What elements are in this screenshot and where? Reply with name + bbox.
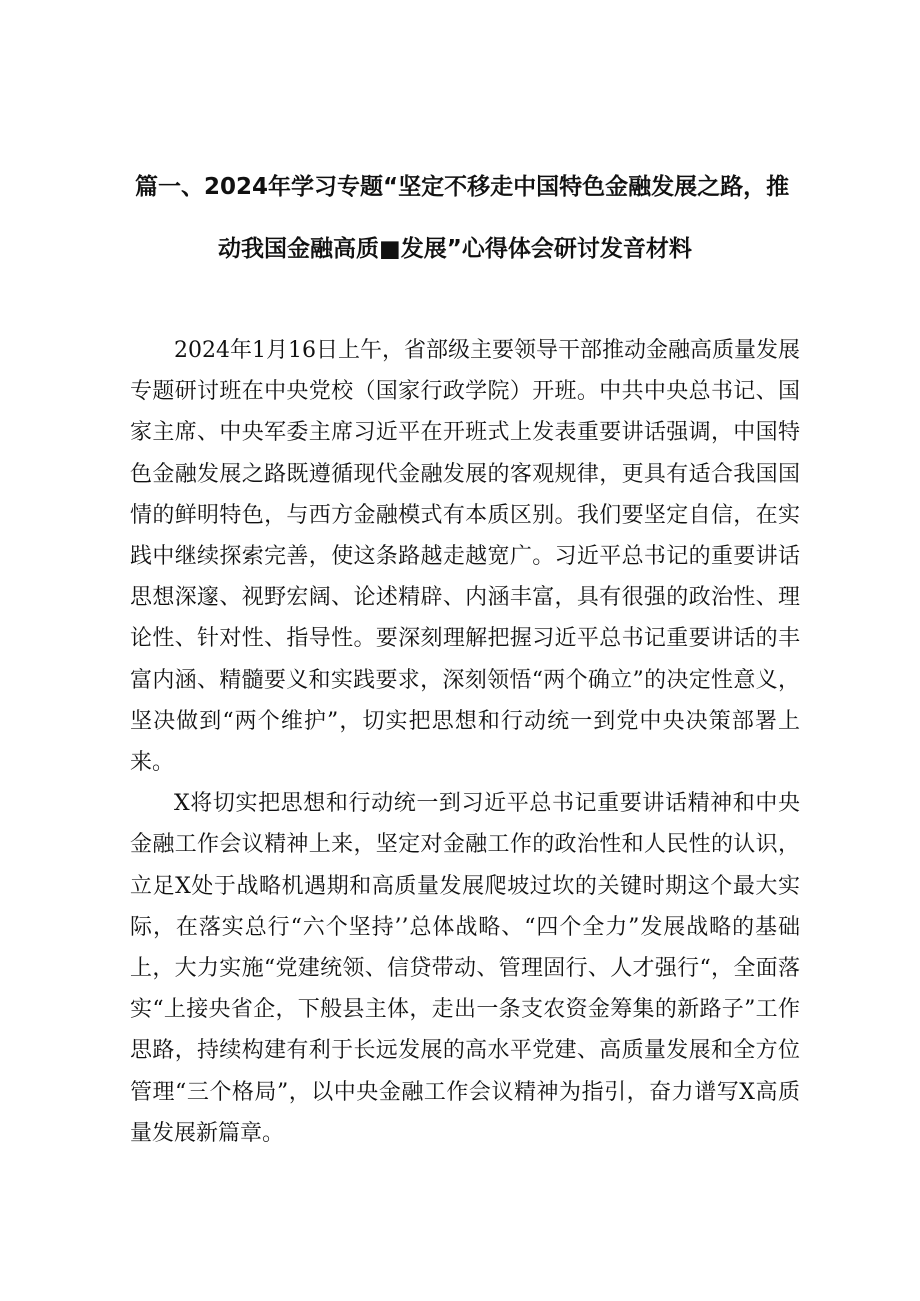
document-title-line-1: 篇一、2024年学习专题“坚定不移走中国特色金融发展之路，推 bbox=[135, 174, 790, 200]
document-body bbox=[130, 330, 800, 1154]
paragraph-1: 2024年1月16日上午，省部级主要领导干部推动金融高质量发展专题研讨班在中央党校（国家行政学院）开班。中共中央总书记、国家主席、中央军委主席习近平在开班式上发表重要讲话强调，中国特色金融发展之路既遵循现代金融发展的客观规律，更具有适合我国国情的鲜明特色，与西方金融模式有本质区别。我们要坚定自信，在实践中继续探索完善，使这条路越走越宽广。习近平总书记的重要讲话思想深邃、视野宏阔、论述精辟、内涵丰富，具有很强的政治性、理论性、针对性、指导性。要深刻理解把握习近平总书记重要讲话的丰富内涵、精髓要义和实践要求，深刻领悟“两个确立”的决定性意义，坚决做到“两个维护”，切实把思想和行动统一到党中央决策部署上来。 bbox=[130, 338, 800, 776]
document-title-line-2: 动我国金融高质■发展”心得体会研讨发音材料 bbox=[218, 236, 692, 262]
paragraph-2: X将切实把思想和行动统一到习近平总书记重要讲话精神和中央金融工作会议精神上来，坚定对金融工作的政治性和人民性的认识，立足X处于战略机遇期和高质量发展爬坡过坎的关键时期这个最大实际，在落实总行“六个坚持’’总体战略、“四个全力”发展战略的基础上，大力实施“党建统领、信贷带动、管理固行、人才强行“，全面落实“上接央省企，下般县主体，走出一条支农资金筹集的新路子”工作思路，持续构建有利于长远发展的高水平党建、高质量发展和全方位管理“三个格局”，以中央金融工作会议精神为指引，奋力谱写X高质量发展新篇章。 bbox=[130, 791, 800, 1146]
